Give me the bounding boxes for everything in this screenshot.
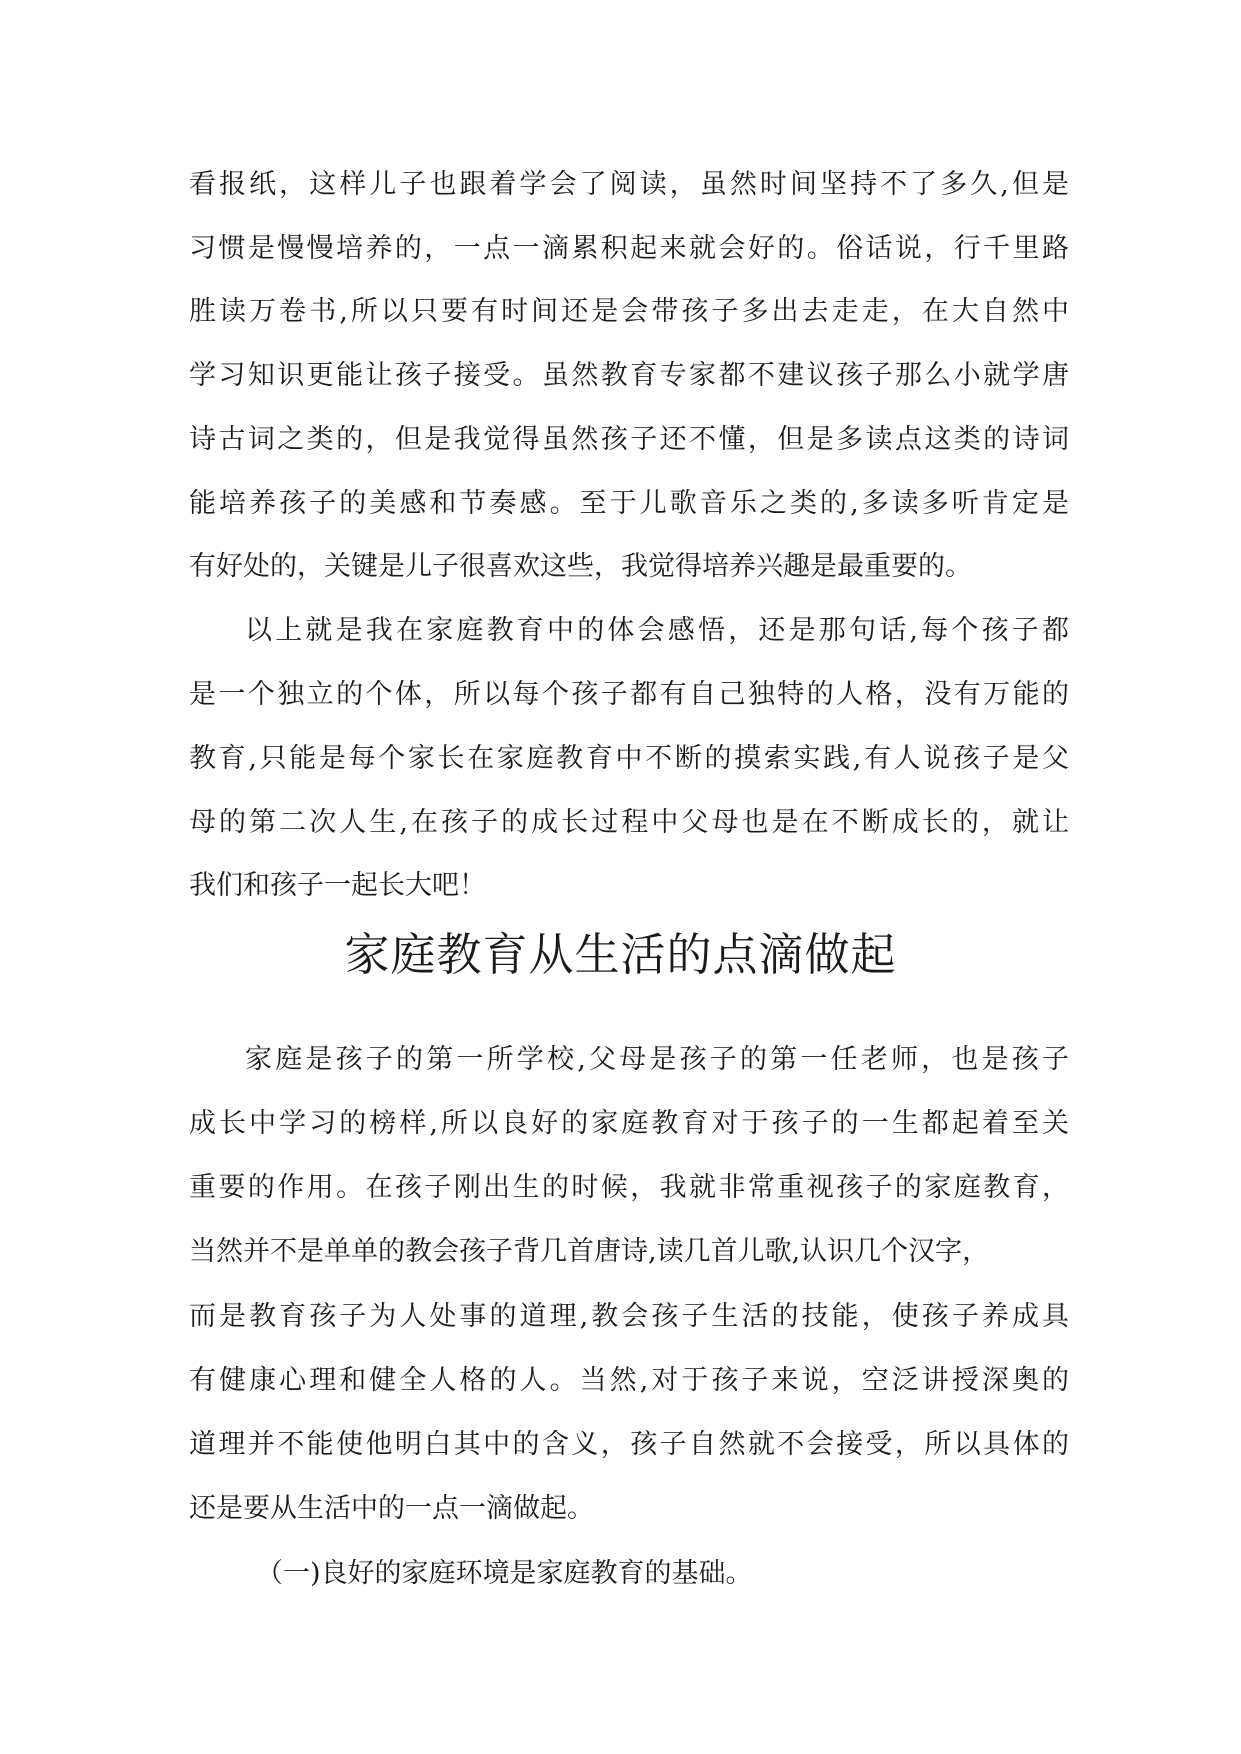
paragraph-line: 有健康心理和健全人格的人。当然,对于孩子来说，空泛讲授深奥的: [189, 1365, 1069, 1396]
paragraph-line: 有好处的，关键是儿子很喜欢这些，我觉得培养兴趣是最重要的。: [189, 551, 972, 582]
paragraph-line: 以上就是我在家庭教育中的体会感悟，还是那句话,每个孩子都: [245, 615, 1069, 646]
paragraph-line: 道理并不能使他明白其中的含义，孩子自然就不会接受，所以具体的: [189, 1429, 1069, 1460]
paragraph-line: 母的第二次人生,在孩子的成长过程中父母也是在不断成长的，就让: [189, 807, 1069, 838]
paragraph-line: 能培养孩子的美感和节奏感。至于儿歌音乐之类的,多读多听肯定是: [189, 488, 1069, 519]
paragraph-line: 家庭是孩子的第一所学校,父母是孩子的第一任老师，也是孩子: [245, 1044, 1069, 1075]
paragraph-line: 习惯是慢慢培养的，一点一滴累积起来就会好的。俗话说，行千里路: [189, 233, 1069, 264]
paragraph-line: 看报纸，这样儿子也跟着学会了阅读，虽然时间坚持不了多久,但是: [189, 169, 1069, 200]
paragraph-line: 胜读万卷书,所以只要有时间还是会带孩子多出去走走，在大自然中: [189, 296, 1069, 327]
paragraph-line: 当然并不是单单的教会孩子背几首唐诗,读几首儿歌,认识几个汉字，: [189, 1236, 990, 1267]
paragraph-line: 教育,只能是每个家长在家庭教育中不断的摸索实践,有人说孩子是父: [189, 743, 1069, 774]
paragraph-line: 还是要从生活中的一点一滴做起。: [189, 1493, 594, 1524]
paragraph-line: 学习知识更能让孩子接受。虽然教育专家都不建议孩子那么小就学唐: [189, 360, 1069, 391]
paragraph-line: 成长中学习的榜样,所以良好的家庭教育对于孩子的一生都起着至关: [189, 1108, 1069, 1139]
section-title: 家庭教育从生活的点滴做起: [344, 928, 897, 981]
paragraph-line: 我们和孩子一起长大吧！: [189, 870, 486, 901]
paragraph-line: 而是教育孩子为人处事的道理,教会孩子生活的技能，使孩子养成具: [189, 1301, 1069, 1332]
paragraph-line: 重要的作用。在孩子刚出生的时候，我就非常重视孩子的家庭教育，: [189, 1172, 1069, 1203]
paragraph-line: 诗古词之类的，但是我觉得虽然孩子还不懂，但是多读点这类的诗词: [189, 424, 1069, 455]
subheading: （一)良好的家庭环境是家庭教育的基础。: [256, 1558, 753, 1589]
paragraph-line: 是一个独立的个体，所以每个孩子都有自己独特的人格，没有万能的: [189, 679, 1069, 710]
